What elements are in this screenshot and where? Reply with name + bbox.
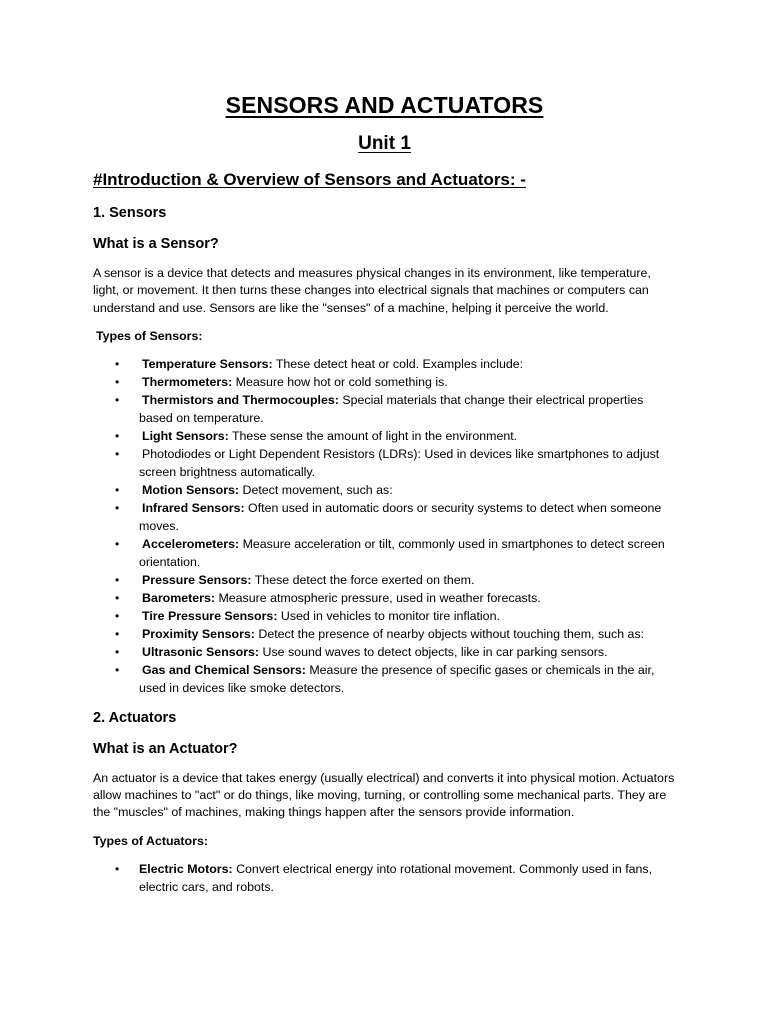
list-item	[93, 355, 676, 373]
list-item	[93, 499, 676, 535]
actuator-question: What is an Actuator?	[93, 740, 238, 757]
bullet-icon: •	[115, 482, 120, 497]
list-item-text: Measure how hot or cold something is.	[232, 374, 448, 389]
list-item-term: Tire Pressure Sensors:	[142, 608, 278, 623]
list-item	[93, 661, 676, 697]
bullet-icon: •	[115, 662, 120, 677]
list-item	[93, 391, 676, 427]
list-item	[93, 860, 676, 896]
sensors-heading: 1. Sensors	[93, 205, 167, 221]
list-item-text: These detect heat or cold. Examples include:	[272, 356, 524, 371]
list-item-term: Accelerometers:	[142, 536, 240, 551]
list-item-text: Use sound waves to detect objects, like in car parking sensors.	[259, 644, 608, 659]
list-item-text: Photodiodes or Light Dependent Resistors (LDRs): Used in devices like smartphones to adjust screen brightness automatically.	[139, 446, 660, 479]
bullet-icon: •	[115, 392, 120, 407]
list-item-term: Temperature Sensors:	[142, 356, 273, 371]
list-item-term: Motion Sensors:	[142, 482, 240, 497]
bullet-icon: •	[115, 428, 120, 443]
intro-heading: #Introduction & Overview of Sensors and Actuators: -	[93, 170, 526, 189]
actuators-section	[93, 707, 676, 896]
bullet-icon: •	[115, 536, 120, 551]
sensors-section	[93, 202, 676, 697]
list-item-text: Detect movement, such as:	[239, 482, 393, 497]
list-item	[93, 427, 676, 445]
list-item	[93, 445, 676, 481]
list-item-term: Barometers:	[142, 590, 215, 605]
list-item-text: Convert electrical energy into rotational movement. Commonly used in fans, electric cars, and robots.	[139, 861, 653, 894]
sensor-description: A sensor is a device that detects and measures physical changes in its environment, like temperature, light, or movement. It then turns these changes into electrical signals that machines or computers can understand and use. Sensors are like the "senses" of a machine, helping it perceive the world.	[93, 266, 651, 315]
list-item	[93, 643, 676, 661]
unit-title: Unit 1	[358, 133, 411, 154]
actuator-types-list	[93, 860, 676, 896]
list-item-text: Special materials that change their electrical properties based on temperature.	[139, 392, 644, 425]
list-item-text: Often used in automatic doors or security systems to detect when someone moves.	[139, 500, 662, 533]
bullet-icon: •	[115, 572, 120, 587]
list-item-text: Measure atmospheric pressure, used in weather forecasts.	[215, 590, 541, 605]
list-item-term: Infrared Sensors:	[142, 500, 245, 515]
list-item-term: Thermometers:	[142, 374, 233, 389]
bullet-icon: •	[115, 500, 120, 515]
bullet-icon: •	[115, 446, 120, 461]
list-item	[93, 607, 676, 625]
list-item-term: Gas and Chemical Sensors:	[142, 662, 306, 677]
bullet-icon: •	[115, 356, 120, 371]
bullet-icon: •	[115, 374, 120, 389]
sensor-question: What is a Sensor?	[93, 236, 219, 252]
list-item-text: Detect the presence of nearby objects without touching them, such as:	[254, 626, 645, 641]
document-title: SENSORS AND ACTUATORS	[225, 92, 544, 118]
list-item-text: These sense the amount of light in the environment.	[228, 428, 518, 443]
list-item	[93, 625, 676, 643]
sensor-types-list	[93, 355, 676, 697]
list-item	[93, 373, 676, 391]
list-item-term: Thermistors and Thermocouples:	[142, 392, 339, 407]
bullet-icon: •	[115, 626, 120, 641]
list-item	[93, 571, 676, 589]
actuator-types-label: Types of Actuators:	[93, 833, 208, 848]
list-item-term: Electric Motors:	[139, 861, 233, 876]
actuator-description: An actuator is a device that takes energy (usually electrical) and converts it into physical motion. Actuators allow machines to "act" or do things, like moving, turning, or controlling some mechanical parts. They are the "muscles" of machines, making things happen after the sensors provide information.	[93, 770, 675, 820]
list-item-term: Pressure Sensors:	[142, 572, 252, 587]
bullet-icon: •	[115, 644, 120, 659]
list-item-text: Used in vehicles to monitor tire inflation.	[277, 608, 500, 623]
bullet-icon: •	[115, 608, 120, 623]
list-item-text: These detect the force exerted on them.	[251, 572, 475, 587]
list-item	[93, 589, 676, 607]
bullet-icon: •	[115, 861, 120, 876]
list-item-text: Measure acceleration or tilt, commonly used in smartphones to detect screen orientation.	[139, 536, 665, 569]
bullet-icon: •	[115, 590, 120, 605]
list-item	[93, 481, 676, 499]
list-item-term: Ultrasonic Sensors:	[142, 644, 260, 659]
list-item-text: Measure the presence of specific gases or chemicals in the air, used in devices like smoke detectors.	[139, 662, 655, 695]
list-item	[93, 535, 676, 571]
actuators-heading: 2. Actuators	[93, 709, 177, 726]
list-item-term: Light Sensors:	[142, 428, 229, 443]
list-item-term: Proximity Sensors:	[142, 626, 255, 641]
sensor-types-label: Types of Sensors:	[96, 328, 203, 343]
